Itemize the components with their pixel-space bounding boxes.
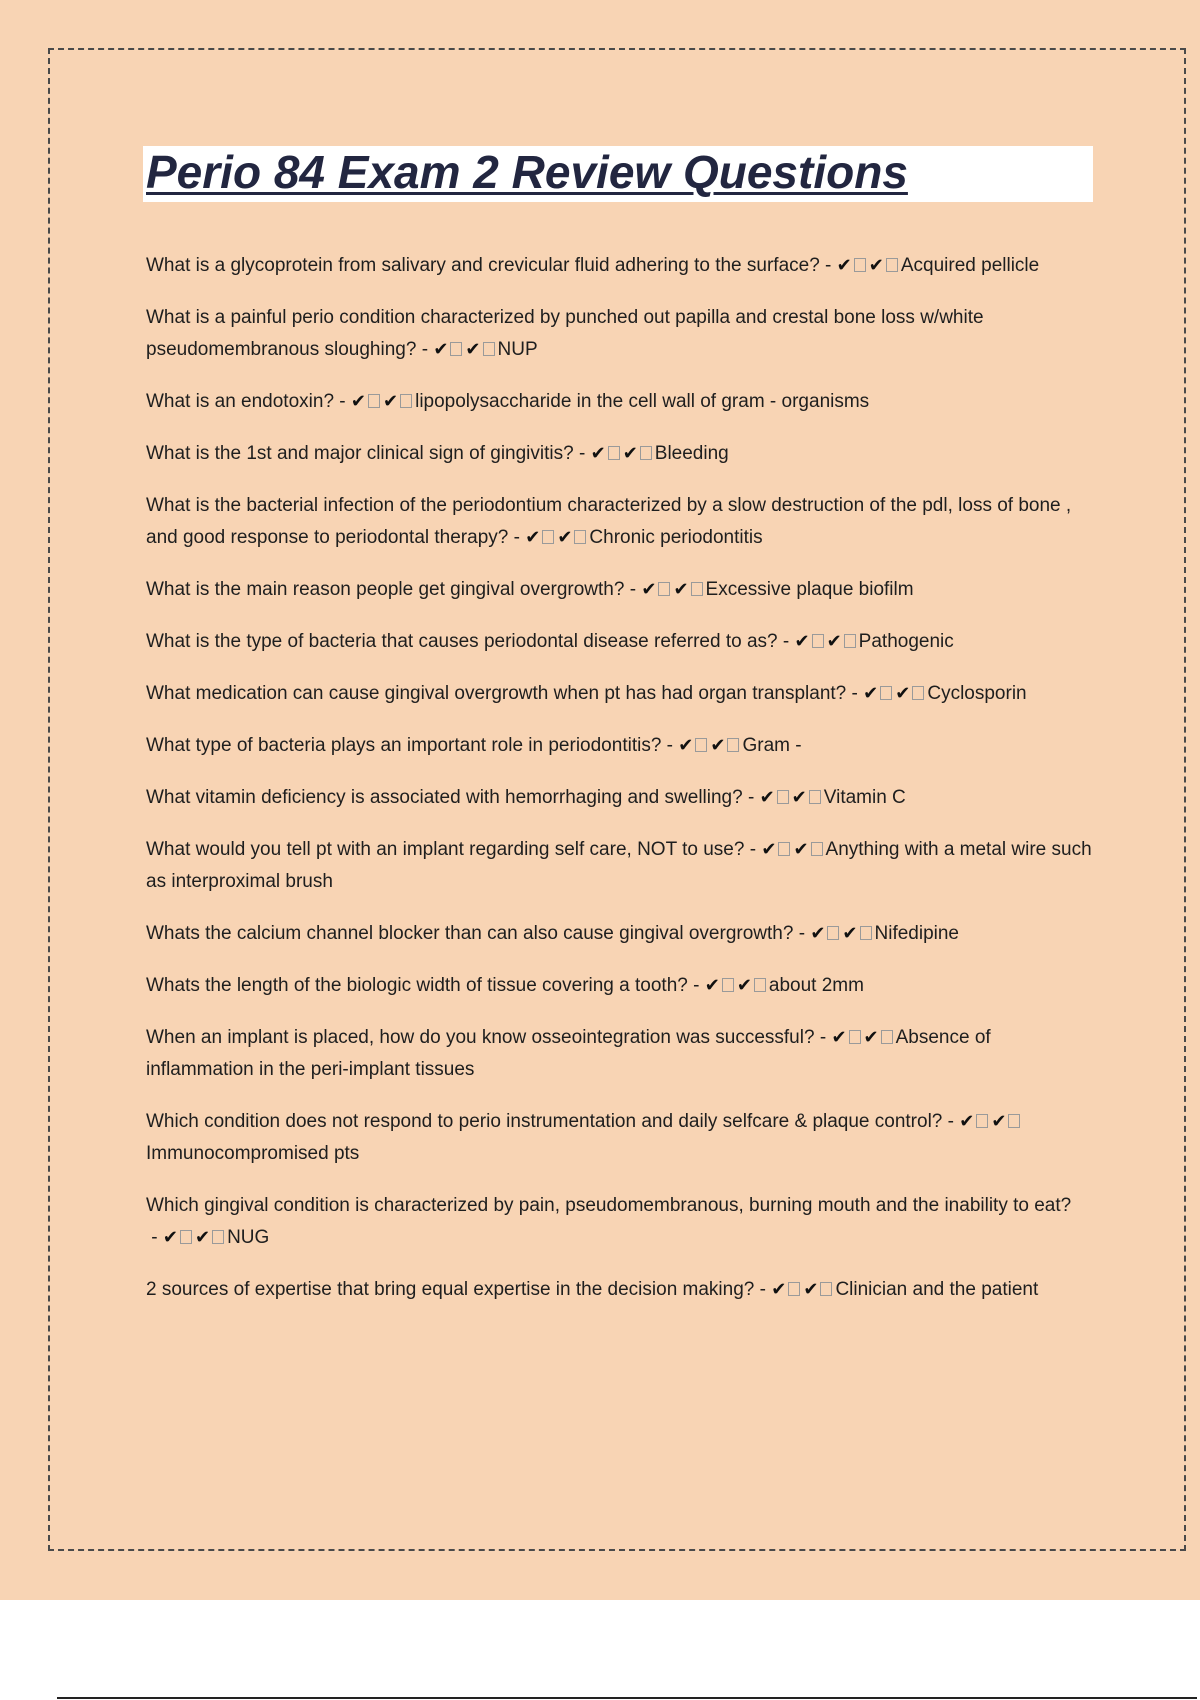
check-icon: ✔	[736, 975, 752, 996]
answer-text: Clinician and the patient	[835, 1279, 1039, 1300]
question-text: What is the bacterial infection of the periodontium characterized by a slow destruction of the pdl, loss of bone , and good response to periodontal therapy?	[146, 495, 1072, 548]
question-text: What type of bacteria plays an important role in periodontitis?	[146, 735, 662, 756]
check-icon: ✔	[863, 683, 879, 704]
box-icon	[450, 342, 462, 356]
box-icon	[854, 258, 866, 272]
question-list	[146, 250, 1096, 1326]
box-icon	[886, 258, 898, 272]
check-icon: ✔	[673, 579, 689, 600]
check-icon: ✔	[810, 923, 826, 944]
answer-text: Anything with a metal wire such as interproximal brush	[146, 839, 1092, 892]
question-text: What vitamin deficiency is associated with hemorrhaging and swelling?	[146, 787, 743, 808]
box-icon	[809, 790, 821, 804]
box-icon	[574, 530, 586, 544]
question-item	[146, 626, 1096, 658]
box-icon	[1008, 1114, 1020, 1128]
question-separator: -	[146, 1227, 163, 1248]
answer-text: NUG	[227, 1227, 270, 1248]
question-item	[146, 438, 1096, 470]
question-separator: -	[624, 579, 642, 600]
box-icon	[777, 790, 789, 804]
box-icon	[812, 634, 824, 648]
box-icon	[811, 842, 823, 856]
question-separator: -	[819, 255, 837, 276]
question-text: What is the 1st and major clinical sign of gingivitis?	[146, 443, 574, 464]
question-text: 2 sources of expertise that bring equal expertise in the decision making?	[146, 1279, 755, 1300]
question-item	[146, 918, 1096, 950]
answer-text: lipopolysaccharide in the cell wall of gram - organisms	[415, 391, 870, 412]
box-icon	[368, 394, 380, 408]
question-text: Whats the calcium channel blocker than can also cause gingival overgrowth?	[146, 923, 794, 944]
question-text: What is the main reason people get gingival overgrowth?	[146, 579, 625, 600]
check-icon: ✔	[710, 735, 726, 756]
question-text: What medication can cause gingival overgrowth when pt has had organ transplant?	[146, 683, 847, 704]
box-icon	[640, 446, 652, 460]
question-item	[146, 574, 1096, 606]
answer-text: about 2mm	[768, 975, 864, 996]
check-icon: ✔	[557, 527, 573, 548]
question-text: Whats the length of the biologic width of tissue covering a tooth?	[146, 975, 688, 996]
question-text: Which gingival condition is characterized by pain, pseudomembranous, burning mouth and the inability to eat?	[146, 1195, 1072, 1216]
question-separator: -	[687, 975, 705, 996]
question-separator: -	[334, 391, 351, 412]
question-item	[146, 490, 1096, 554]
answer-text: Nifedipine	[874, 923, 959, 944]
box-icon	[658, 582, 670, 596]
check-icon: ✔	[590, 443, 606, 464]
check-icon: ✔	[525, 527, 541, 548]
box-icon	[788, 1282, 800, 1296]
document-title: Perio 84 Exam 2 Review Questions	[146, 146, 908, 198]
check-icon: ✔	[759, 787, 775, 808]
question-separator: -	[573, 443, 591, 464]
answer-text: Cyclosporin	[927, 683, 1027, 704]
question-text: When an implant is placed, how do you know osseointegration was successful?	[146, 1027, 815, 1048]
question-text: Which condition does not respond to perio instrumentation and daily selfcare & plaque control?	[146, 1111, 943, 1132]
check-icon: ✔	[433, 339, 449, 360]
check-icon: ✔	[383, 391, 399, 412]
box-icon	[827, 926, 839, 940]
box-icon	[400, 394, 412, 408]
box-icon	[912, 686, 924, 700]
question-text: What would you tell pt with an implant regarding self care, NOT to use?	[146, 839, 745, 860]
box-icon	[881, 1030, 893, 1044]
answer-text: Vitamin C	[823, 787, 906, 808]
check-icon: ✔	[826, 631, 842, 652]
box-icon	[880, 686, 892, 700]
question-separator: -	[744, 839, 762, 860]
check-icon: ✔	[794, 631, 810, 652]
box-icon	[212, 1230, 224, 1244]
question-separator: -	[661, 735, 679, 756]
question-separator: -	[508, 527, 526, 548]
box-icon	[778, 842, 790, 856]
check-icon: ✔	[678, 735, 694, 756]
check-icon: ✔	[991, 1111, 1007, 1132]
check-icon: ✔	[162, 1227, 178, 1248]
check-icon: ✔	[194, 1227, 211, 1248]
question-text: What is a glycoprotein from salivary and crevicular fluid adhering to the surface?	[146, 255, 820, 276]
check-icon: ✔	[793, 839, 809, 860]
answer-text: Bleeding	[654, 443, 729, 464]
box-icon	[849, 1030, 861, 1044]
answer-text: NUP	[497, 339, 538, 360]
check-icon: ✔	[641, 579, 657, 600]
box-icon	[180, 1230, 192, 1244]
question-separator: -	[742, 787, 760, 808]
question-text: What is an endotoxin?	[146, 391, 335, 412]
box-icon	[976, 1114, 988, 1128]
check-icon: ✔	[771, 1279, 787, 1300]
check-icon: ✔	[836, 255, 852, 276]
question-separator: -	[942, 1111, 960, 1132]
check-icon: ✔	[842, 923, 858, 944]
answer-text: Pathogenic	[858, 631, 954, 652]
question-separator: -	[777, 631, 795, 652]
answer-text: Immunocompromised pts	[146, 1143, 360, 1164]
answer-text: Absence of inflammation in the peri-implant tissues	[146, 1027, 991, 1080]
question-item	[146, 1274, 1096, 1306]
check-icon: ✔	[622, 443, 638, 464]
question-item	[146, 386, 1096, 418]
question-separator: -	[793, 923, 811, 944]
box-icon	[820, 1282, 832, 1296]
box-icon	[542, 530, 554, 544]
check-icon: ✔	[350, 391, 366, 412]
question-text: What is a painful perio condition characterized by punched out papilla and crestal bone loss w/white pseudomembranous sloughing?	[146, 307, 984, 360]
question-item	[146, 1022, 1096, 1086]
check-icon: ✔	[895, 683, 911, 704]
box-icon	[844, 634, 856, 648]
answer-text: Chronic periodontitis	[589, 527, 763, 548]
box-icon	[860, 926, 872, 940]
check-icon: ✔	[465, 339, 481, 360]
answer-text: Excessive plaque biofilm	[705, 579, 914, 600]
question-separator: -	[754, 1279, 772, 1300]
question-separator: -	[846, 683, 864, 704]
question-item	[146, 1106, 1096, 1170]
question-item	[146, 1190, 1096, 1254]
question-separator: -	[416, 339, 434, 360]
check-icon: ✔	[704, 975, 720, 996]
box-icon	[608, 446, 620, 460]
question-separator: -	[814, 1027, 832, 1048]
box-icon	[727, 738, 739, 752]
question-text: What is the type of bacteria that causes periodontal disease referred to as?	[146, 631, 778, 652]
box-icon	[695, 738, 707, 752]
box-icon	[754, 978, 766, 992]
question-item	[146, 250, 1096, 282]
check-icon: ✔	[831, 1027, 847, 1048]
check-icon: ✔	[868, 255, 884, 276]
bottom-divider	[57, 1697, 1197, 1699]
check-icon: ✔	[863, 1027, 879, 1048]
box-icon	[722, 978, 734, 992]
question-item	[146, 730, 1096, 762]
check-icon: ✔	[761, 839, 777, 860]
answer-text: Acquired pellicle	[900, 255, 1040, 276]
question-item	[146, 970, 1096, 1002]
question-item	[146, 302, 1096, 366]
question-item	[146, 782, 1096, 814]
answer-text: Gram -	[742, 735, 802, 756]
check-icon: ✔	[959, 1111, 975, 1132]
box-icon	[483, 342, 495, 356]
question-item	[146, 834, 1096, 898]
check-icon: ✔	[803, 1279, 819, 1300]
box-icon	[691, 582, 703, 596]
check-icon: ✔	[791, 787, 807, 808]
question-item	[146, 678, 1096, 710]
